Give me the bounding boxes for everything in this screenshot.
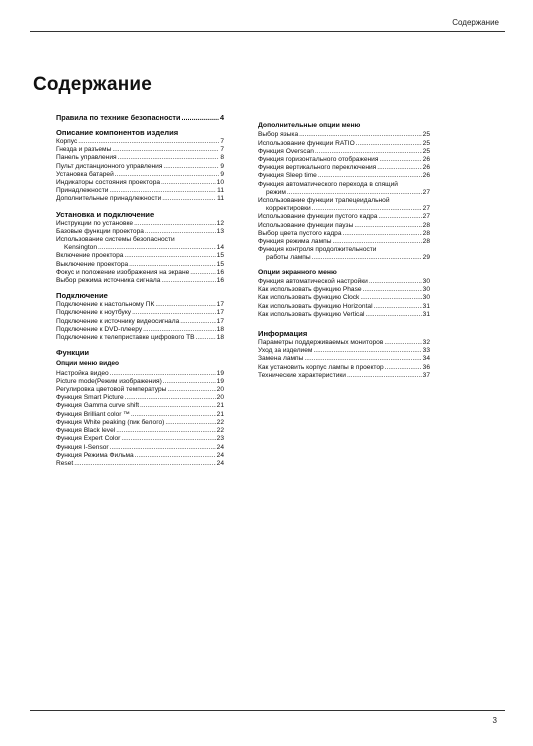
toc-entry-label: Правила по технике безопасности — [56, 113, 181, 122]
toc-entry[interactable] — [56, 334, 224, 342]
leader-dots — [384, 339, 421, 347]
leader-dots — [161, 179, 216, 187]
page-title: Содержание — [33, 74, 153, 95]
leader-dots — [299, 131, 422, 139]
toc-entry-page: 17 — [216, 309, 224, 317]
toc-entry[interactable] — [258, 278, 430, 286]
toc-entry-page: 19 — [216, 377, 224, 385]
leader-dots — [385, 364, 422, 372]
toc-entry[interactable] — [56, 261, 224, 269]
toc-entry[interactable] — [56, 195, 224, 203]
toc-entry-page: 24 — [216, 451, 224, 459]
header-rule — [30, 31, 505, 32]
toc-entry-label: Пульт дистанционного управления — [56, 162, 163, 170]
toc-entry[interactable] — [258, 213, 430, 221]
toc-entry-label: Функция режима лампы — [258, 238, 332, 246]
toc-section-screen-options — [258, 269, 430, 319]
toc-entry-label: Настройка видео — [56, 369, 109, 377]
section-heading: Дополнительные опции меню — [258, 122, 361, 129]
toc-entry-page: 20 — [216, 394, 224, 402]
running-header: Содержание — [452, 18, 499, 27]
toc-entry-label: Дополнительные принадлежности — [56, 195, 162, 203]
leader-dots — [115, 171, 220, 179]
toc-entry[interactable] — [258, 372, 430, 380]
toc-entry-page: 15 — [216, 260, 224, 268]
toc-entry-page: 27 — [422, 188, 430, 196]
toc-entry-label: Как установить корпус лампы в проектор — [258, 363, 384, 371]
toc-entry-page: 4 — [219, 113, 224, 122]
toc-entry-page: 19 — [216, 369, 224, 377]
toc-entry[interactable] — [56, 378, 224, 386]
toc-entry-page: 22 — [216, 418, 224, 426]
toc-entry-page: 25 — [422, 131, 430, 139]
toc-entry-label: режим — [266, 188, 286, 196]
toc-entry-page: 27 — [422, 213, 430, 221]
section-heading: Установка и подключение — [56, 209, 155, 219]
toc-entry[interactable] — [258, 140, 430, 148]
leader-dots — [110, 444, 216, 452]
toc-entry[interactable] — [56, 460, 224, 468]
leader-dots — [332, 238, 421, 246]
toc-entry-page: 25 — [422, 139, 430, 147]
leader-dots — [312, 254, 422, 262]
toc-entry-label: Гнезда и разъемы — [56, 146, 112, 154]
toc-entry-label: Выбор цвета пустого кадра — [258, 229, 342, 237]
leader-dots — [181, 113, 218, 122]
toc-entry-page: 25 — [422, 147, 430, 155]
toc-entry-page: 13 — [216, 227, 224, 235]
toc-entry-label: Регулировка цветовой температуры — [56, 386, 167, 394]
section-heading: Функции — [56, 348, 90, 358]
toc-entry-page: 28 — [422, 221, 430, 229]
toc-entry-page: 23 — [216, 435, 224, 443]
toc-entry-label: Принадлежности — [56, 187, 109, 195]
leader-dots — [163, 163, 219, 171]
toc-entry[interactable] — [258, 254, 430, 262]
leader-dots — [162, 195, 216, 203]
toc-entry-label: Как использовать функцию Horizontal — [258, 302, 373, 310]
section-heading: Опции экранного меню — [258, 268, 337, 276]
toc-entry-page: 29 — [422, 254, 430, 262]
toc-entry[interactable] — [56, 402, 224, 410]
toc-entry[interactable] — [56, 187, 224, 195]
toc-entry-page: 33 — [422, 347, 430, 355]
toc-entry[interactable] — [258, 286, 430, 294]
toc-entry-label: Использование функции паузы — [258, 221, 354, 229]
toc-entry[interactable] — [56, 309, 224, 317]
toc-section — [56, 291, 224, 342]
leader-dots — [374, 303, 422, 311]
toc-entry[interactable] — [258, 164, 430, 172]
toc-entry-page: 17 — [216, 317, 224, 325]
toc-entry[interactable] — [56, 386, 224, 394]
toc-entry[interactable] — [258, 238, 430, 246]
leader-dots — [135, 452, 216, 460]
toc-entry-label: Функция Black level — [56, 427, 116, 435]
leader-dots — [112, 146, 219, 154]
leader-dots — [110, 370, 216, 378]
toc-entry[interactable] — [56, 163, 224, 171]
toc-entry-page: 26 — [422, 164, 430, 172]
toc-entry-page: 28 — [422, 238, 430, 246]
toc-entry-label: Использование функции пустого кадра — [258, 213, 378, 221]
toc-entry[interactable] — [258, 355, 430, 363]
toc-entry[interactable] — [56, 318, 224, 326]
section-heading: Подключение — [56, 291, 108, 301]
leader-dots — [118, 154, 220, 162]
leader-dots — [74, 460, 215, 468]
leader-dots — [379, 156, 421, 164]
toc-entry-first-line: Функция контроля продолжительности — [258, 246, 377, 254]
leader-dots — [377, 164, 421, 172]
toc-entry-page: 30 — [422, 278, 430, 286]
leader-dots — [190, 269, 215, 277]
toc-entry-label: Как использовать функцию Phase — [258, 286, 362, 294]
toc-entry-first-line: Использование функции трапецеидальной — [258, 197, 390, 205]
toc-entry-label: Функция Brilliant color ™ — [56, 410, 130, 418]
leader-dots — [145, 228, 216, 236]
leader-dots — [365, 311, 421, 319]
leader-dots — [78, 138, 219, 146]
toc-entry-page: 9 — [220, 162, 224, 170]
toc-entry-label: Reset — [56, 459, 74, 467]
leader-dots — [98, 244, 216, 252]
toc-entry-label: Функция Expert Color — [56, 435, 121, 443]
toc-entry-page: 7 — [220, 138, 224, 145]
toc-entry-page: 10 — [216, 179, 224, 187]
toc-entry-label: Корпус — [56, 138, 78, 145]
toc-entry-label: Технические характеристики — [258, 371, 346, 379]
leader-dots — [354, 222, 421, 230]
leader-dots — [109, 187, 216, 195]
toc-entry-label: Подключение к источнику видеосигнала — [56, 317, 180, 325]
toc-entry[interactable] — [56, 394, 224, 402]
toc-entry-page: 15 — [216, 252, 224, 260]
toc-section-functions — [56, 348, 224, 468]
toc-entry-page: 11 — [217, 195, 224, 203]
leader-dots — [318, 172, 422, 180]
toc-entry[interactable] — [258, 364, 430, 372]
toc-entry-label: Панель управления — [56, 154, 117, 162]
leader-dots — [378, 213, 421, 221]
toc-entry-label: работы лампы — [266, 254, 311, 262]
toc-entry-page: 16 — [216, 268, 224, 276]
toc-entry-label: Как использовать функцию Clock — [258, 294, 360, 302]
toc-entry-page: 31 — [422, 310, 430, 318]
footer-rule — [30, 710, 505, 711]
toc-entry-page: 7 — [220, 146, 224, 154]
toc-safety — [56, 113, 224, 122]
leader-dots — [132, 309, 216, 317]
toc-entry-label: Базовые функции проектора — [56, 227, 144, 235]
toc-entry[interactable] — [56, 146, 224, 154]
toc-entry-label: Функция I-Sensor — [56, 443, 109, 451]
toc-right-column — [258, 122, 430, 386]
toc-entry-page: 20 — [216, 386, 224, 394]
toc-entry[interactable] — [56, 220, 224, 228]
toc-entry[interactable] — [56, 411, 224, 419]
toc-entry[interactable] — [56, 138, 224, 146]
toc-entry-page: 21 — [216, 402, 224, 410]
toc-entry-page: 34 — [422, 355, 430, 363]
leader-dots — [129, 261, 216, 269]
toc-entry[interactable] — [56, 252, 224, 260]
toc-entry-label: Подключение к настольному ПК — [56, 301, 155, 309]
leader-dots — [196, 334, 216, 342]
toc-entry-label: Функция вертикального переключения — [258, 164, 377, 172]
toc-entry[interactable] — [56, 269, 224, 277]
leader-dots — [347, 372, 422, 380]
leader-dots — [125, 394, 216, 402]
toc-entry[interactable] — [258, 311, 430, 319]
toc-entry[interactable] — [56, 427, 224, 435]
toc-entry-label: Подключение к ноутбуку — [56, 309, 132, 317]
toc-entry-label: Функция Gamma curve shift — [56, 402, 140, 410]
toc-entry-page: 22 — [216, 427, 224, 435]
toc-section-extra-options — [258, 122, 430, 263]
leader-dots — [343, 230, 422, 238]
leader-dots — [180, 318, 215, 326]
toc-entry-label: Включение проектора — [56, 252, 124, 260]
toc-entry[interactable] — [258, 156, 430, 164]
toc-entry[interactable] — [56, 179, 224, 187]
toc-entry-page: 37 — [422, 371, 430, 379]
toc-entry-page: 24 — [216, 459, 224, 467]
toc-entry[interactable] — [258, 189, 430, 197]
leader-dots — [369, 278, 422, 286]
toc-entry[interactable] — [258, 230, 430, 238]
toc-entry-page: 18 — [216, 325, 224, 333]
toc-entry-label: Функция автоматической настройки — [258, 278, 368, 286]
toc-entry-label: Функция White peaking (пик белого) — [56, 418, 165, 426]
toc-entry-label: Функция Smart Picture — [56, 394, 124, 402]
toc-entry-page: 27 — [422, 205, 430, 213]
leader-dots — [143, 326, 216, 334]
toc-entry-page: 30 — [422, 294, 430, 302]
toc-entry-page: 18 — [216, 334, 224, 342]
toc-entry-label: Фокус и положение изображения на экране — [56, 268, 190, 276]
toc-entry-page: 28 — [422, 229, 430, 237]
leader-dots — [287, 189, 422, 197]
toc-entry-label: корректировки — [266, 205, 311, 213]
toc-entry[interactable] — [258, 347, 430, 355]
toc-entry-page: 17 — [216, 301, 224, 309]
toc-entry-label: Функция Overscan — [258, 147, 314, 155]
toc-section — [56, 210, 224, 286]
toc-entry-label: Как использовать функцию Vertical — [258, 310, 365, 318]
toc-entry[interactable] — [258, 131, 430, 139]
toc-entry-label: Замена лампы — [258, 355, 304, 363]
leader-dots — [161, 277, 215, 285]
toc-entry-page: 30 — [422, 286, 430, 294]
toc-entry-page: 26 — [422, 172, 430, 180]
toc-entry-page: 31 — [422, 302, 430, 310]
toc-entry[interactable] — [258, 222, 430, 230]
toc-entry-label: Использование функции RATIO — [258, 139, 355, 147]
leader-dots — [312, 205, 422, 213]
toc-entry[interactable] — [258, 148, 430, 156]
toc-entry[interactable] — [56, 277, 224, 285]
toc-entry[interactable] — [56, 435, 224, 443]
toc-entry-first-line: Использование системы безопасности — [56, 236, 175, 244]
toc-entry-label: Уход за изделием — [258, 347, 313, 355]
toc-entry-label: Подключение к DVD-плееру — [56, 325, 143, 333]
toc-entry-first-line: Функция автоматического перехода в спящий — [258, 180, 398, 188]
toc-entry[interactable] — [258, 294, 430, 302]
toc-section-information — [258, 329, 430, 380]
toc-entry-label: Индикаторы состояния проектора — [56, 179, 161, 187]
toc-entry[interactable] — [56, 228, 224, 236]
toc-entry-label: Параметры поддерживаемых мониторов — [258, 339, 384, 347]
toc-entry-label: Установка батарей — [56, 170, 114, 178]
toc-entry-page: 14 — [216, 244, 224, 252]
page-number: 3 — [492, 716, 497, 725]
toc-entry-label: Функция Режима Фильма — [56, 451, 134, 459]
toc-entry-label: Инструкции по установке — [56, 219, 134, 227]
toc-entry-page: 11 — [217, 187, 224, 195]
sub-heading: Опции меню видео — [56, 360, 120, 368]
toc-entry[interactable] — [258, 205, 430, 213]
toc-entry-page: 21 — [216, 410, 224, 418]
leader-dots — [121, 435, 215, 443]
toc-entry[interactable] — [56, 113, 224, 122]
toc-entry[interactable] — [56, 419, 224, 427]
toc-entry[interactable] — [56, 154, 224, 162]
toc-entry[interactable] — [56, 171, 224, 179]
toc-entry-label: Подключение к телеприставке цифрового ТВ — [56, 334, 195, 342]
leader-dots — [360, 294, 421, 302]
toc-entry[interactable] — [258, 303, 430, 311]
toc-entry[interactable] — [258, 172, 430, 180]
leader-dots — [131, 411, 216, 419]
leader-dots — [356, 140, 422, 148]
toc-entry-label: Выключение проектора — [56, 260, 129, 268]
leader-dots — [155, 301, 215, 309]
toc-entry[interactable] — [56, 326, 224, 334]
toc-entry-page: 32 — [422, 339, 430, 347]
leader-dots — [140, 402, 216, 410]
toc-entry-label: Picture mode(Режим изображения) — [56, 377, 162, 385]
leader-dots — [124, 252, 215, 260]
toc-entry[interactable] — [56, 244, 224, 252]
leader-dots — [315, 148, 422, 156]
toc-entry-page: 36 — [422, 363, 430, 371]
leader-dots — [116, 427, 215, 435]
toc-entry[interactable] — [56, 370, 224, 378]
toc-entry-label: Функция Sleep time — [258, 172, 317, 180]
toc-entry-label: Выбор языка — [258, 131, 299, 139]
toc-left-column — [56, 113, 224, 474]
toc-entry-page: 16 — [216, 277, 224, 285]
toc-entry[interactable] — [258, 339, 430, 347]
toc-entry[interactable] — [56, 444, 224, 452]
leader-dots — [304, 355, 421, 363]
leader-dots — [167, 386, 215, 394]
section-heading: Информация — [258, 329, 308, 339]
toc-entry-page: 26 — [422, 156, 430, 164]
leader-dots — [134, 220, 216, 228]
leader-dots — [363, 286, 422, 294]
toc-entry[interactable] — [56, 452, 224, 460]
section-heading: Описание компонентов изделия — [56, 128, 179, 137]
leader-dots — [163, 378, 216, 386]
toc-section — [56, 128, 224, 204]
toc-entry-page: 24 — [216, 443, 224, 451]
toc-entry-page: 12 — [216, 219, 224, 227]
leader-dots — [165, 419, 215, 427]
leader-dots — [313, 347, 421, 355]
toc-entry-page: 9 — [220, 170, 224, 178]
toc-entry-label: Выбор режима источника сигнала — [56, 277, 161, 285]
toc-entry-page: 8 — [220, 154, 224, 162]
toc-entry-label: Kensington — [64, 244, 97, 252]
toc-entry-label: Функция горизонтального отображения — [258, 156, 379, 164]
